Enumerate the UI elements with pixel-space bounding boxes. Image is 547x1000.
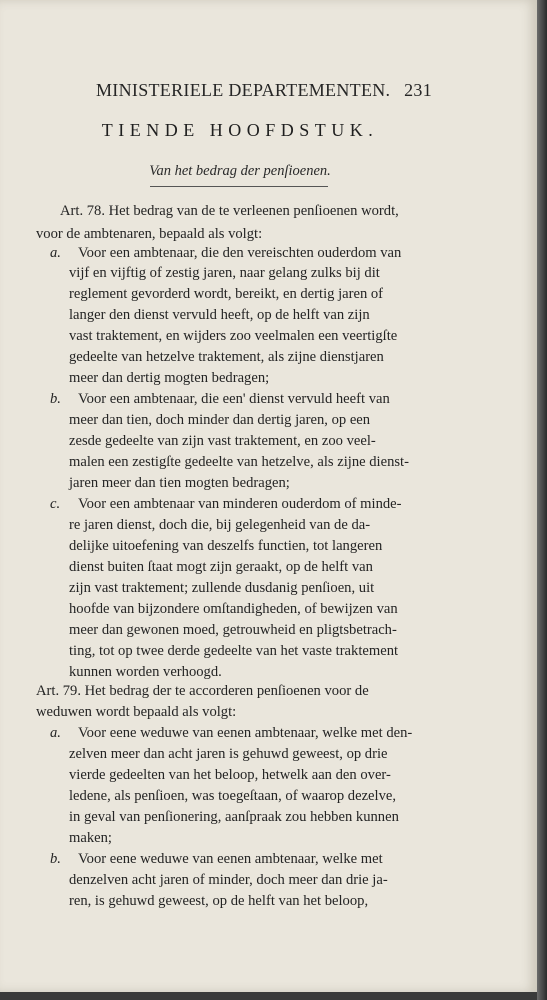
chapter-title: TIENDE HOOFDSTUK. (101, 120, 379, 140)
text-line: Voor een ambtenaar van minderen ouderdom of minde- (78, 496, 402, 512)
text-line: reglement gevorderd wordt, bereikt, en dertig jaren of (69, 286, 384, 302)
text-line: Voor een ambtenaar, die den vereischten ouderdom van (78, 245, 402, 261)
book-edge-shadow (537, 0, 547, 1000)
section-title: Van het bedrag der penſioenen. (149, 163, 331, 179)
text-line: jaren meer dan tien mogten bedragen; (69, 475, 290, 491)
text-line: langer den dienst vervuld heeft, op de helft van zijn (69, 307, 370, 323)
page-number: 231 (404, 80, 432, 100)
text-line: Art. 78. Het bedrag van de te verleenen penſioenen wordt, (60, 203, 399, 219)
item-label: b. (50, 851, 61, 867)
text-line: vijf en vijftig of zestig jaren, naar gelang zulks bij dit (69, 265, 380, 281)
text-line: vierde gedeelten van het beloop, hetwelk aan den over- (69, 767, 391, 783)
text-line: denzelven acht jaren of minder, doch meer dan drie ja- (69, 872, 388, 888)
text-line: meer dan dertig mogten bedragen; (69, 370, 270, 386)
text-line: kunnen worden verhoogd. (69, 664, 222, 680)
text-line: weduwen wordt bepaald als volgt: (36, 704, 237, 720)
text-line: voor de ambtenaren, bepaald als volgt: (36, 226, 263, 242)
text-line: zesde gedeelte van zijn vast traktement, en zoo veel- (69, 433, 376, 449)
item-label: a. (50, 245, 61, 261)
text-line: in geval van penſionering, aanſpraak zou hebben kunnen (69, 809, 399, 825)
text-line: gedeelte van hetzelve traktement, als zijne dienstjaren (69, 349, 384, 365)
text-line: vast traktement, en wijders zoo veelmalen een veertigſte (69, 328, 398, 344)
text-line: zijn vast traktement; zullende dusdanig penſioen, uit (69, 580, 375, 596)
text-line: malen een zestigſte gedeelte van hetzelve, als zijne dienst- (69, 454, 409, 470)
text-line: Art. 79. Het bedrag der te accorderen penſioenen voor de (36, 683, 369, 699)
text-line: meer dan tien, doch minder dan dertig jaren, op een (69, 412, 371, 428)
title-rule (150, 186, 328, 187)
text-line: ledene, als penſioen, was toegeſtaan, of waarop dezelve, (69, 788, 396, 804)
text-line: zelven meer dan acht jaren is gehuwd geweest, op drie (69, 746, 388, 762)
text-line: maken; (69, 830, 112, 846)
text-line: Voor een ambtenaar, die een' dienst vervuld heeft van (78, 391, 390, 407)
text-line: delijke uitoefening van deszelfs functien, tot langeren (69, 538, 383, 554)
text-line: hoofde van bijzondere omſtandigheden, of bewijzen van (69, 601, 398, 617)
text-line: ren, is gehuwd geweest, op de helft van het beloop, (69, 893, 369, 909)
text-line: dienst buiten ſtaat mogt zijn geraakt, op de helft van (69, 559, 373, 575)
item-label: a. (50, 725, 61, 741)
running-title: MINISTERIELE DEPARTEMENTEN. (96, 80, 391, 100)
text-line: Voor eene weduwe van eenen ambtenaar, welke met den- (78, 725, 413, 741)
item-label: c. (50, 496, 61, 512)
text-line: Voor eene weduwe van eenen ambtenaar, welke met (78, 851, 383, 867)
text-line: ting, tot op twee derde gedeelte van het vaste traktement (69, 643, 399, 659)
running-header (96, 80, 432, 101)
text-line: re jaren dienst, doch die, bij gelegenheid van de da- (69, 517, 371, 533)
item-label: b. (50, 391, 61, 407)
text-line: meer dan gewonen moed, getrouwheid en pligtsbetrach- (69, 622, 397, 638)
